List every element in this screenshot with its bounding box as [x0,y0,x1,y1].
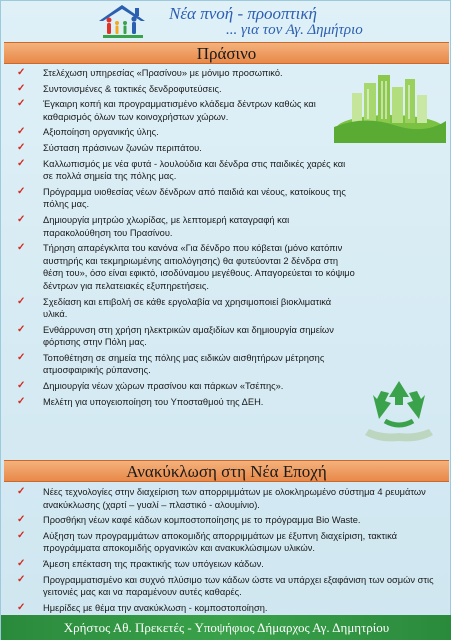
list-item: ✓ Ενθάρρυνση στη χρήση ηλεκτρικών αμαξιδίων και δημιουργία σημείων φόρτισης στην Πόλη μας. [17,323,334,348]
list-item: ✓ Αύξηση των προγραμμάτων αποκομιδής απορριμμάτων με έξυπνη διαχείριση, τακτικά προγράμματα αποκομιδής οργανικών και ανακυκλώσιμων υλικών. [17,529,398,554]
check-icon: ✓ [17,529,26,541]
check-icon: ✓ [17,573,26,585]
list-item: ✓ Καλλωπισμός με νέα φυτά - λουλούδια και δένδρα στις παιδικές χαρές και σε πολλά σημεία της πόλης μας. [17,157,346,182]
check-icon: ✓ [17,242,26,254]
recycle-hands-illustration-icon [359,373,439,447]
check-icon: ✓ [17,67,26,78]
list-item: ✓ Ημερίδες με θέμα την ανακύκλωση - κομποστοποίηση. [17,601,268,613]
check-icon: ✓ [17,141,26,153]
list-item: ✓ Πρόγραμμα υιοθεσίας νέων δένδρων από παιδιά και νέους, κατοίκους της πόλης μας. [17,185,346,210]
check-icon: ✓ [17,98,26,110]
list-item: ✓ Τήρηση απαρέγκλιτα του κανόνα «Για δένδρο που κόβεται (μόνο κατόπιν αυστηρής και τεκμηριωμένης αιτιολόγησης) θα φυτεύονται 2 δένδρα στη θέση του», όσο είναι εφικτό, ισοδύναμου μεγέθους. Απαγορεύεται το κόψιμο δέντρων για πελατειακές εξυπηρετήσεις. [17,242,355,291]
header-title-line2: ... για τον Αγ. Δημήτριο [226,22,363,38]
check-icon: ✓ [17,295,26,307]
check-icon: ✓ [17,395,26,407]
family-house-logo-icon [95,3,149,39]
list-item: ✓ Σύσταση πράσινων ζωνών περιπάτου. [17,141,202,153]
list-item: ✓ Δημιουργία μητρώο χλωρίδας, με λεπτομερή καταγραφή και παρακολούθηση του Πρασίνου. [17,213,290,238]
list-item: ✓ Προγραμματισμένο και συχνό πλύσιμο των κάδων ώστε να υπάρχει εξαφάνιση των οσμών στις γειτονιές μας και να παραμένουν αυτές καθαρές. [17,573,434,598]
check-icon: ✓ [17,557,26,569]
section-recycling-list [15,486,440,617]
section-green-list [15,67,355,411]
check-icon: ✓ [17,82,26,94]
section-recycling-title: Ανακύκλωση στη Νέα Εποχή [4,460,449,482]
list-item: ✓ Νέες τεχνολογίες στην διαχείριση των απορριμμάτων με ολοκληρωμένο σύστημα 4 ρευμάτων ανακύκλωσης (χαρτί – γυαλί – πλαστικό - αλουμίνιο). [17,486,426,510]
list-item: ✓ Προσθήκη νέων καφέ κάδων κομποστοποίησης με το πρόγραμμα Bio Waste. [17,514,361,526]
list-item: ✓ Συντονισμένες & τακτικές δενδροφυτεύσεις. [17,82,222,94]
check-icon: ✓ [17,157,26,169]
section-green-title: Πράσινο [4,42,449,64]
footer-candidate-name: Χρήστος Αθ. Πρεκετές - Υποψήφιος Δήμαρχος Αγ. Δημητρίου [1,615,451,640]
list-item: ✓ Έγκαιρη κοπή και προγραμματισμένο κλάδεμα δέντρων καθώς και καθαρισμός όλων των κοινοχρήστων χώρων. [17,98,316,122]
check-icon: ✓ [17,213,26,225]
header-title-line1: Νέα πνοή - προοπτική [169,4,317,23]
check-icon: ✓ [17,126,26,138]
check-icon: ✓ [17,185,26,197]
check-icon: ✓ [17,486,26,497]
list-item: ✓ Άμεση επέκταση της πρακτικής των υπόγειων κάδων. [17,557,264,569]
check-icon: ✓ [17,380,26,392]
list-item: ✓ Αξιοποίηση οργανικής ύλης. [17,126,159,138]
green-city-illustration-icon [334,71,446,143]
check-icon: ✓ [17,323,26,335]
list-item: ✓ Μελέτη για υπογειοποίηση του Υποσταθμού της ΔΕΗ. [17,395,264,407]
list-item: ✓ Τοποθέτηση σε σημεία της πόλης μας ειδικών αισθητήρων μέτρησης ατμοσφαιρικής ρύπανσης. [17,351,325,376]
check-icon: ✓ [17,351,26,363]
header [1,1,451,41]
list-item: ✓ Δημιουργία νέων χώρων πρασίνου και πάρκων «Τσέπης». [17,380,284,392]
check-icon: ✓ [17,514,26,526]
list-item: ✓ Στελέχωση υπηρεσίας «Πρασίνου» με μόνιμο προσωπικό. [17,67,283,78]
check-icon: ✓ [17,601,26,613]
list-item: ✓ Σχεδίαση και επιβολή σε κάθε εργολαβία να χρησιμοποιεί βιοκλιματικά υλικά. [17,295,332,320]
